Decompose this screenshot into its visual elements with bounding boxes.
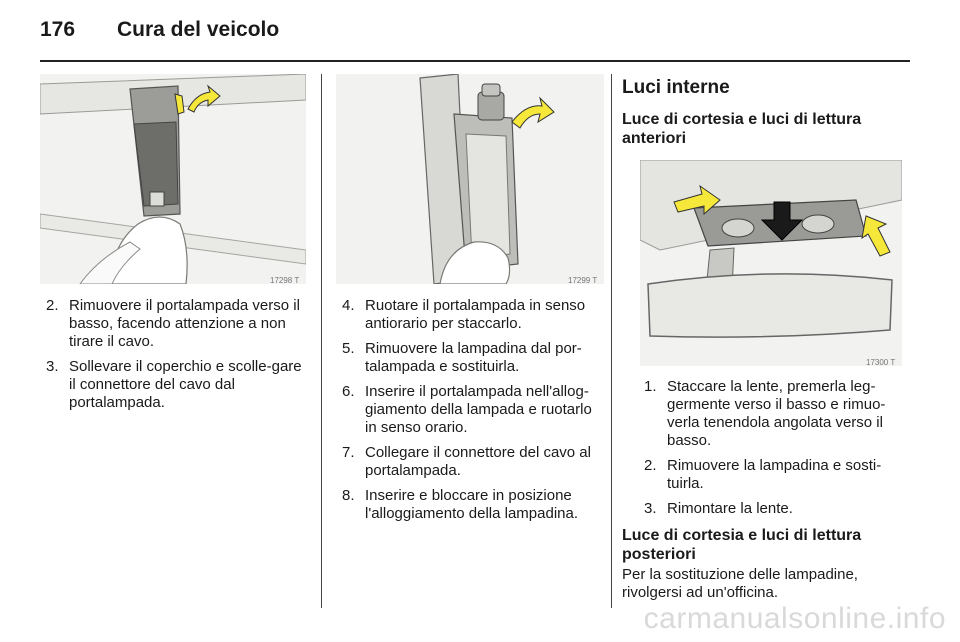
- steps-list-col2: [342, 297, 604, 530]
- page-number: 176: [40, 18, 76, 41]
- steps-list-col3: [644, 378, 906, 525]
- page-title: Cura del veicolo: [117, 18, 280, 41]
- header-rule: [40, 60, 910, 62]
- list-item: [342, 383, 604, 437]
- figure-lamp-holder-rotate: [336, 74, 604, 284]
- step-number: 8.: [342, 487, 355, 504]
- step-number: 6.: [342, 383, 355, 400]
- step-text: Rimuovere la lampadina dal por-talampada e sostituirla.: [365, 340, 582, 375]
- section-title: Luci interne: [622, 77, 730, 98]
- step-number: 1.: [644, 378, 657, 395]
- step-text: Inserire il portalampada nell'allog-giamento della lampada e ruotarlo in senso orario.: [365, 383, 592, 436]
- subsection-title-rear: Luce di cortesia e luci di lettura posteriori: [622, 527, 862, 563]
- illustration-courtesy-light-lens: [640, 160, 902, 366]
- list-item: [342, 487, 604, 523]
- steps-list-col1: [46, 297, 308, 419]
- figure-lamp-holder-removal: [40, 74, 306, 284]
- list-item: [342, 297, 604, 333]
- list-item: [644, 500, 906, 518]
- step-text: Ruotare il portalampada in senso antiorario per staccarlo.: [365, 297, 586, 332]
- figure-code: 17299 T: [568, 276, 598, 285]
- figure-front-courtesy-light: [640, 160, 902, 366]
- list-item: [46, 358, 308, 412]
- illustration-lamp-holder-rotate: [336, 74, 604, 284]
- step-text: Inserire e bloccare in posizione l'alloggiamento della lampadina.: [365, 487, 579, 522]
- step-number: 2.: [46, 297, 59, 314]
- list-item: [342, 444, 604, 480]
- step-text: Rimontare la lente.: [667, 500, 793, 517]
- figure-code: 17300 T: [866, 358, 896, 367]
- step-number: 7.: [342, 444, 355, 461]
- step-text: Sollevare il coperchio e scolle-gare il connettore del cavo dal portalampada.: [69, 358, 302, 411]
- step-number: 2.: [644, 457, 657, 474]
- column-divider: [611, 74, 612, 608]
- list-item: [644, 457, 906, 493]
- step-number: 5.: [342, 340, 355, 357]
- illustration-lamp-holder-down: [40, 74, 306, 284]
- step-text: Rimuovere la lampadina e sosti-tuirla.: [667, 457, 882, 492]
- watermark: carmanualsonline.info: [643, 602, 946, 635]
- list-item: [46, 297, 308, 351]
- step-number: 4.: [342, 297, 355, 314]
- step-number: 3.: [46, 358, 59, 375]
- step-text: Staccare la lente, premerla leg-germente verso il basso e rimuo-verla tenendola angolata verso il basso.: [667, 378, 886, 449]
- step-text: Rimuovere il portalampada verso il basso, facendo attenzione a non tirare il cavo.: [69, 297, 300, 350]
- subsection-title-front: Luce di cortesia e luci di lettura anteriori: [622, 111, 862, 147]
- figure-code: 17298 T: [270, 276, 300, 285]
- list-item: [342, 340, 604, 376]
- body-paragraph: Per la sostituzione delle lampadine, rivolgersi ad un'officina.: [622, 566, 858, 601]
- column-divider: [321, 74, 322, 608]
- step-number: 3.: [644, 500, 657, 517]
- step-text: Collegare il connettore del cavo al portalampada.: [365, 444, 591, 479]
- list-item: [644, 378, 906, 450]
